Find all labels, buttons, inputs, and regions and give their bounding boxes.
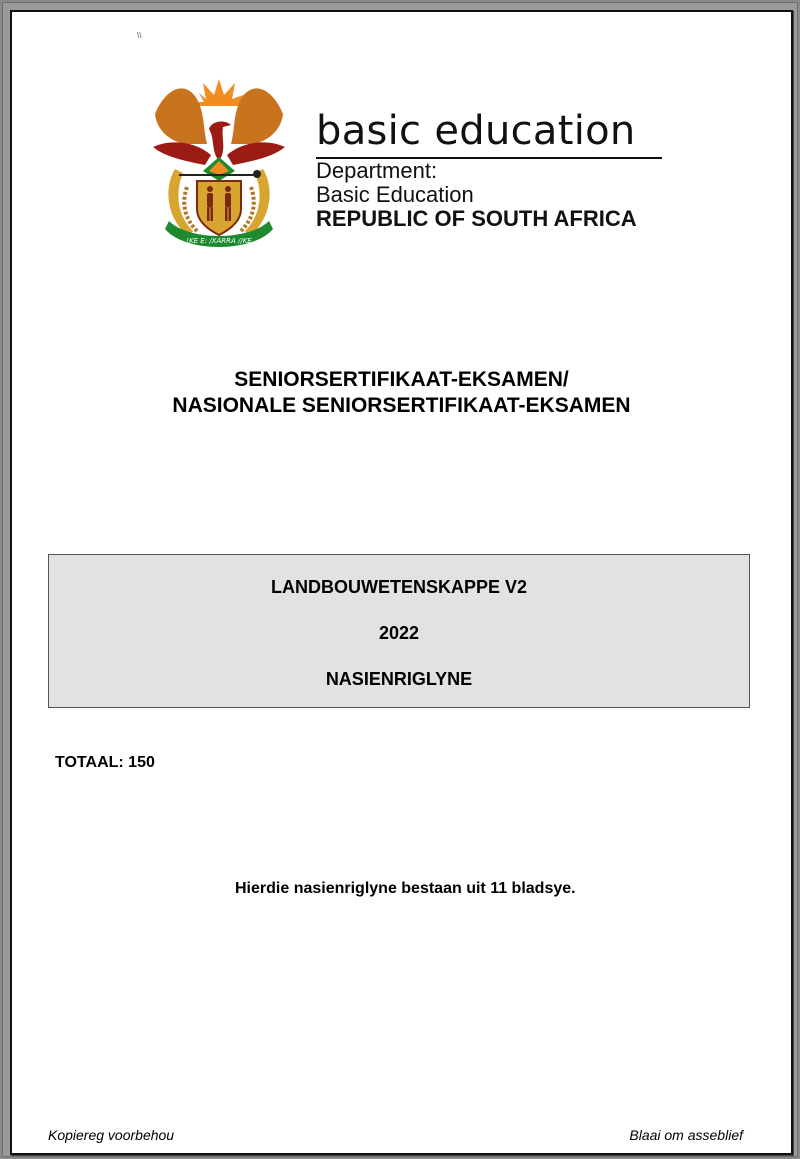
exam-year: 2022 xyxy=(378,623,420,643)
country-name: REPUBLIC OF SOUTH AFRICA xyxy=(316,206,637,231)
document-type: NASIENRIGLYNE xyxy=(325,669,473,689)
svg-text:!KE E: /XARRA //KE: !KE E: /XARRA //KE xyxy=(186,237,252,245)
exam-title-line1: SENIORSERTIFIKAAT-EKSAMEN/ xyxy=(234,368,569,391)
department-label: Department: xyxy=(316,158,438,183)
stray-mark: \\ xyxy=(137,31,142,40)
subject-name: LANDBOUWETENSKAPPE V2 xyxy=(270,577,528,597)
copyright-notice: Kopiereg voorbehou xyxy=(48,1127,175,1143)
brand-title: basic education xyxy=(316,108,636,154)
exam-title xyxy=(12,367,791,419)
turn-over-notice: Blaai om asseblief xyxy=(629,1127,743,1143)
exam-title-line2: NASIONALE SENIORSERTIFIKAAT-EKSAMEN xyxy=(172,394,631,417)
document-page xyxy=(10,10,793,1155)
total-marks: TOTAAL: 150 xyxy=(55,754,155,771)
page-frame xyxy=(2,2,798,1157)
department-branding xyxy=(316,108,662,231)
page-count-note: Hierdie nasienriglyne bestaan uit 11 bladsye. xyxy=(235,880,576,897)
subject-box xyxy=(48,554,750,708)
coat-of-arms-icon xyxy=(145,69,293,253)
department-name: Basic Education xyxy=(316,182,474,207)
